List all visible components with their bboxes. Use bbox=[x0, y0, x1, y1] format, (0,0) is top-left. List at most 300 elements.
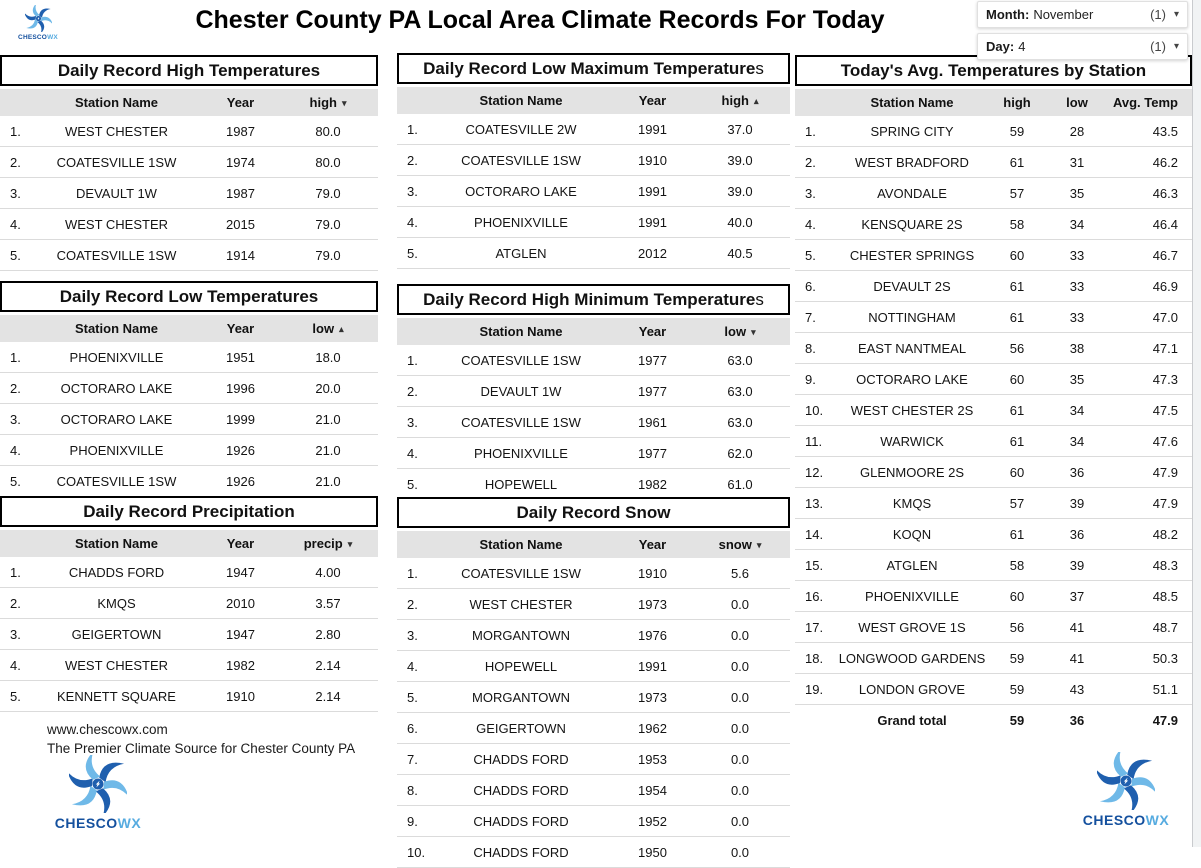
row-index: 9. bbox=[805, 371, 816, 387]
row-index: 4. bbox=[805, 216, 816, 232]
station-name-cell: AVONDALE bbox=[877, 185, 947, 201]
row-index: 4. bbox=[10, 442, 21, 458]
station-name-cell: COATESVILLE 1SW bbox=[461, 352, 581, 368]
year-cell: 1910 bbox=[638, 565, 667, 581]
row-index: 8. bbox=[805, 340, 816, 356]
column-header-low[interactable]: low bbox=[1066, 95, 1088, 110]
row-index: 3. bbox=[407, 414, 418, 430]
low-cell: 35 bbox=[1069, 185, 1085, 201]
table-header bbox=[0, 89, 378, 116]
station-name-cell: CHADDS FORD bbox=[473, 782, 569, 798]
low-cell: 37 bbox=[1069, 588, 1085, 604]
station-name-cell: ATGLEN bbox=[886, 557, 938, 573]
column-header-avg-temp[interactable]: Avg. Temp bbox=[1112, 95, 1178, 110]
avg-temp-cell: 46.3 bbox=[1152, 185, 1178, 201]
high-cell: 60 bbox=[1009, 247, 1025, 263]
value-cell: 0.0 bbox=[730, 658, 750, 674]
avg-temp-cell: 48.7 bbox=[1152, 619, 1178, 635]
row-index: 8. bbox=[407, 782, 418, 798]
table-row bbox=[0, 116, 378, 147]
year-cell: 1961 bbox=[638, 414, 667, 430]
row-index: 15. bbox=[805, 557, 824, 573]
low-cell: 41 bbox=[1069, 619, 1085, 635]
value-cell: 0.0 bbox=[730, 689, 750, 705]
row-index: 1. bbox=[407, 352, 418, 368]
table-row bbox=[397, 744, 790, 775]
station-name-cell: OCTORARO LAKE bbox=[60, 380, 173, 396]
avg-temp-cell: 48.3 bbox=[1152, 557, 1178, 573]
low-cell: 39 bbox=[1069, 557, 1085, 573]
station-name-cell: MORGANTOWN bbox=[472, 627, 570, 643]
high-cell: 60 bbox=[1009, 464, 1025, 480]
station-name-cell: WEST CHESTER bbox=[64, 657, 169, 673]
table-row bbox=[0, 619, 378, 650]
station-name-cell: CHADDS FORD bbox=[473, 751, 569, 767]
station-name-cell: COATESVILLE 1SW bbox=[461, 565, 581, 581]
row-index: 1. bbox=[407, 565, 418, 581]
column-header-year[interactable]: Year bbox=[638, 324, 667, 339]
station-name-cell: KOQN bbox=[892, 526, 932, 542]
page-title: Chester County PA Local Area Climate Records For Today bbox=[195, 6, 885, 34]
page-edge-strip bbox=[1193, 0, 1201, 847]
table-row bbox=[0, 650, 378, 681]
station-name-cell: MORGANTOWN bbox=[472, 689, 570, 705]
row-index: 2. bbox=[805, 154, 816, 170]
value-cell: 40.0 bbox=[727, 214, 753, 230]
year-cell: 1991 bbox=[638, 214, 667, 230]
value-cell: 79.0 bbox=[315, 247, 341, 263]
row-index: 2. bbox=[10, 595, 21, 611]
column-header-year[interactable]: Year bbox=[638, 537, 667, 552]
table-title-text: Daily Record High Minimum Temperature bbox=[423, 289, 756, 309]
station-name-cell: PHOENIXVILLE bbox=[69, 349, 164, 365]
year-cell: 1974 bbox=[226, 154, 255, 170]
year-cell: 1982 bbox=[638, 476, 667, 492]
column-header-year[interactable]: Year bbox=[638, 93, 667, 108]
row-index: 2. bbox=[10, 154, 21, 170]
station-name-cell: PHOENIXVILLE bbox=[474, 445, 568, 461]
station-name-cell: HOPEWELL bbox=[484, 476, 558, 492]
year-cell: 2010 bbox=[226, 595, 255, 611]
table-row bbox=[397, 114, 790, 145]
avg-temp-cell: 47.6 bbox=[1152, 433, 1178, 449]
row-index: 5. bbox=[805, 247, 816, 263]
day-filter-label: Day: bbox=[986, 39, 1015, 54]
year-cell: 1976 bbox=[638, 627, 667, 643]
table-row bbox=[397, 651, 790, 682]
row-index: 4. bbox=[407, 445, 418, 461]
high-cell: 61 bbox=[1009, 402, 1025, 418]
column-header-metric-sort[interactable]: low ▾ bbox=[724, 324, 756, 339]
column-header-station[interactable]: Station Name bbox=[74, 321, 159, 336]
avg-temp-cell: 46.9 bbox=[1152, 278, 1178, 294]
chevron-down-icon: ▾ bbox=[1173, 40, 1179, 52]
grand-total-row bbox=[795, 705, 1192, 736]
avg-temp-cell: 46.7 bbox=[1152, 247, 1178, 263]
low-cell: 41 bbox=[1069, 650, 1085, 666]
table-title bbox=[397, 284, 790, 315]
table-row bbox=[795, 209, 1192, 240]
year-cell: 1947 bbox=[226, 564, 255, 580]
column-header-metric-sort[interactable]: low ▴ bbox=[312, 321, 344, 336]
table-title-text: Daily Record High Temperatures bbox=[57, 60, 321, 80]
low-cell: 34 bbox=[1069, 402, 1085, 418]
station-name-cell: WARWICK bbox=[880, 433, 944, 449]
value-cell: 20.0 bbox=[315, 380, 341, 396]
value-cell: 63.0 bbox=[727, 352, 753, 368]
sort-asc-icon: ▴ bbox=[339, 324, 344, 334]
avg-temp-cell: 47.5 bbox=[1152, 402, 1178, 418]
row-index: 2. bbox=[407, 152, 418, 168]
table-row bbox=[397, 176, 790, 207]
avg-temp-cell: 47.9 bbox=[1152, 464, 1178, 480]
column-header-year[interactable]: Year bbox=[226, 95, 255, 110]
low-cell: 36 bbox=[1069, 464, 1085, 480]
station-name-cell: SPRING CITY bbox=[870, 123, 954, 139]
table-title bbox=[397, 53, 790, 84]
table-row bbox=[397, 407, 790, 438]
station-name-cell: GEIGERTOWN bbox=[476, 720, 566, 736]
year-cell: 1977 bbox=[638, 445, 667, 461]
year-cell: 1977 bbox=[638, 352, 667, 368]
row-index: 4. bbox=[407, 214, 418, 230]
value-cell: 5.6 bbox=[730, 565, 750, 581]
website-url: www.chescowx.com bbox=[47, 722, 168, 737]
station-name-cell: COATESVILLE 1SW bbox=[461, 152, 581, 168]
station-name-cell: CHADDS FORD bbox=[473, 844, 569, 860]
table-header bbox=[795, 89, 1192, 116]
high-cell: 61 bbox=[1009, 526, 1025, 542]
station-name-cell: WEST BRADFORD bbox=[855, 154, 969, 170]
column-header-station[interactable]: Station Name bbox=[479, 537, 563, 552]
table-header bbox=[0, 315, 378, 342]
station-name-cell: PHOENIXVILLE bbox=[865, 588, 959, 604]
station-name-cell: COATESVILLE 1SW bbox=[56, 473, 177, 489]
day-filter-value: 4 bbox=[1018, 39, 1026, 54]
year-cell: 1951 bbox=[226, 349, 255, 365]
high-cell: 60 bbox=[1009, 371, 1025, 387]
value-cell: 0.0 bbox=[730, 596, 750, 612]
month-filter-dropdown[interactable] bbox=[977, 1, 1188, 28]
year-cell: 1991 bbox=[638, 183, 667, 199]
table-title bbox=[0, 281, 378, 312]
value-cell: 0.0 bbox=[730, 720, 750, 736]
avg-temp-cell: 47.9 bbox=[1152, 713, 1178, 728]
table-title-text: Daily Record Low Temperatures bbox=[59, 286, 319, 306]
row-index: 4. bbox=[10, 657, 21, 673]
column-header-station[interactable]: Station Name bbox=[74, 95, 159, 110]
high-cell: 61 bbox=[1009, 433, 1025, 449]
year-cell: 1987 bbox=[226, 123, 255, 139]
row-index: 2. bbox=[407, 596, 418, 612]
column-header-metric-sort[interactable]: high ▴ bbox=[721, 93, 759, 108]
table-row bbox=[0, 373, 378, 404]
avg-temp-cell: 47.0 bbox=[1152, 309, 1178, 325]
high-cell: 58 bbox=[1009, 216, 1025, 232]
value-cell: 0.0 bbox=[730, 627, 750, 643]
table-title-text: Daily Record Snow bbox=[516, 502, 671, 522]
row-index: 9. bbox=[407, 813, 418, 829]
station-name-cell: COATESVILLE 2W bbox=[465, 121, 577, 137]
station-name-cell: COATESVILLE 1SW bbox=[461, 414, 581, 430]
row-index: 13. bbox=[805, 495, 824, 511]
table-title-text: Daily Record Low Maximum Temperature bbox=[423, 58, 756, 78]
value-cell: 18.0 bbox=[315, 349, 341, 365]
table-row bbox=[0, 240, 378, 271]
table-row bbox=[397, 238, 790, 269]
year-cell: 1999 bbox=[226, 411, 255, 427]
table-todays-avg-temps bbox=[795, 55, 1192, 736]
table-row bbox=[0, 404, 378, 435]
table-row bbox=[0, 588, 378, 619]
row-index: 4. bbox=[10, 216, 21, 232]
grand-total-label: Grand total bbox=[877, 713, 947, 728]
station-name-cell: LONDON GROVE bbox=[858, 681, 966, 697]
station-name-cell: GEIGERTOWN bbox=[71, 626, 162, 642]
year-cell: 1952 bbox=[638, 813, 667, 829]
column-header-metric-sort[interactable]: snow ▾ bbox=[718, 537, 762, 552]
value-cell: 40.5 bbox=[727, 245, 753, 261]
high-cell: 61 bbox=[1009, 309, 1025, 325]
table-row bbox=[795, 116, 1192, 147]
high-cell: 56 bbox=[1009, 340, 1025, 356]
year-cell: 1910 bbox=[638, 152, 667, 168]
station-name-cell: HOPEWELL bbox=[484, 658, 558, 674]
low-cell: 36 bbox=[1069, 526, 1085, 542]
table-row bbox=[397, 376, 790, 407]
high-cell: 60 bbox=[1009, 588, 1025, 604]
table-row bbox=[397, 438, 790, 469]
chescowx-logo-bottom-right bbox=[1078, 752, 1174, 828]
column-header-year[interactable]: Year bbox=[226, 321, 255, 336]
high-cell: 59 bbox=[1009, 123, 1025, 139]
low-cell: 38 bbox=[1069, 340, 1085, 356]
table-header bbox=[397, 531, 790, 558]
table-row bbox=[795, 426, 1192, 457]
column-header-high[interactable]: high bbox=[1003, 95, 1031, 110]
table-row bbox=[795, 488, 1192, 519]
table-row bbox=[397, 713, 790, 744]
avg-temp-cell: 47.3 bbox=[1152, 371, 1178, 387]
table-row bbox=[0, 435, 378, 466]
value-cell: 3.57 bbox=[315, 595, 341, 611]
high-cell: 57 bbox=[1009, 495, 1025, 511]
table-daily-record-snow bbox=[397, 497, 790, 868]
row-index: 5. bbox=[10, 688, 21, 704]
row-index: 17. bbox=[805, 619, 824, 635]
table-row bbox=[0, 681, 378, 712]
table-row bbox=[397, 345, 790, 376]
row-index: 19. bbox=[805, 681, 824, 697]
year-cell: 1973 bbox=[638, 689, 667, 705]
value-cell: 39.0 bbox=[727, 183, 753, 199]
chescowx-swirl-icon bbox=[1097, 752, 1155, 810]
row-index: 7. bbox=[407, 751, 418, 767]
row-index: 3. bbox=[10, 626, 21, 642]
chescowx-logo-bottom-left bbox=[38, 755, 158, 831]
year-cell: 1914 bbox=[226, 247, 255, 263]
row-index: 1. bbox=[10, 564, 21, 580]
day-filter-count: (1) bbox=[1150, 39, 1166, 54]
station-name-cell: CHADDS FORD bbox=[473, 813, 569, 829]
column-header-station[interactable]: Station Name bbox=[870, 95, 954, 110]
chescowx-logo-top bbox=[14, 5, 62, 41]
table-row bbox=[795, 519, 1192, 550]
column-header-station[interactable]: Station Name bbox=[479, 93, 563, 108]
table-daily-record-high bbox=[0, 55, 378, 271]
table-title-text: Daily Record Precipitation bbox=[83, 501, 295, 521]
tagline: The Premier Climate Source for Chester County PA bbox=[47, 741, 356, 756]
table-row bbox=[795, 178, 1192, 209]
station-name-cell: KMQS bbox=[97, 595, 136, 611]
station-name-cell: WEST CHESTER 2S bbox=[850, 402, 974, 418]
row-index: 10. bbox=[407, 844, 426, 860]
chescowx-wordmark: CHESCOWX bbox=[1082, 812, 1170, 828]
table-row bbox=[397, 589, 790, 620]
row-index: 5. bbox=[407, 245, 418, 261]
table-row bbox=[0, 557, 378, 588]
row-index: 12. bbox=[805, 464, 824, 480]
value-cell: 0.0 bbox=[730, 813, 750, 829]
row-index: 1. bbox=[407, 121, 418, 137]
year-cell: 1973 bbox=[638, 596, 667, 612]
value-cell: 4.00 bbox=[315, 564, 341, 580]
row-index: 5. bbox=[10, 473, 21, 489]
row-index: 5. bbox=[10, 247, 21, 263]
table-title-text: Today's Avg. Temperatures by Station bbox=[840, 60, 1147, 80]
table-row bbox=[0, 466, 378, 497]
year-cell: 1962 bbox=[638, 720, 667, 736]
table-header bbox=[397, 318, 790, 345]
year-cell: 2015 bbox=[226, 216, 255, 232]
table-row bbox=[795, 395, 1192, 426]
low-cell: 36 bbox=[1069, 713, 1085, 728]
table-row bbox=[795, 147, 1192, 178]
high-cell: 58 bbox=[1009, 557, 1025, 573]
row-index: 3. bbox=[805, 185, 816, 201]
table-row bbox=[0, 342, 378, 373]
station-name-cell: KMQS bbox=[892, 495, 932, 511]
low-cell: 28 bbox=[1069, 123, 1085, 139]
day-filter-dropdown[interactable] bbox=[977, 33, 1188, 60]
table-row bbox=[795, 364, 1192, 395]
low-cell: 43 bbox=[1069, 681, 1085, 697]
year-cell: 1926 bbox=[226, 473, 255, 489]
row-index: 14. bbox=[805, 526, 824, 542]
high-cell: 59 bbox=[1009, 650, 1025, 666]
value-cell: 80.0 bbox=[315, 123, 341, 139]
station-name-cell: WEST GROVE 1S bbox=[858, 619, 966, 635]
table-row bbox=[795, 643, 1192, 674]
value-cell: 21.0 bbox=[315, 411, 341, 427]
value-cell: 61.0 bbox=[727, 476, 753, 492]
row-index: 10. bbox=[805, 402, 824, 418]
station-name-cell: GLENMOORE 2S bbox=[859, 464, 965, 480]
column-header-station[interactable]: Station Name bbox=[74, 536, 159, 551]
table-daily-record-low bbox=[0, 281, 378, 497]
table-row bbox=[397, 207, 790, 238]
value-cell: 2.14 bbox=[315, 688, 341, 704]
avg-temp-cell: 47.9 bbox=[1152, 495, 1178, 511]
sort-asc-icon: ▴ bbox=[753, 96, 759, 106]
row-index: 16. bbox=[805, 588, 824, 604]
avg-temp-cell: 46.2 bbox=[1152, 154, 1178, 170]
sort-desc-icon: ▾ bbox=[341, 98, 347, 108]
table-row bbox=[795, 581, 1192, 612]
avg-temp-cell: 50.3 bbox=[1152, 650, 1178, 666]
chevron-down-icon: ▾ bbox=[1173, 8, 1179, 20]
sort-desc-icon: ▾ bbox=[751, 327, 756, 337]
value-cell: 21.0 bbox=[315, 442, 341, 458]
column-header-station[interactable]: Station Name bbox=[479, 324, 563, 339]
table-row bbox=[795, 612, 1192, 643]
low-cell: 39 bbox=[1069, 495, 1085, 511]
table-title bbox=[0, 55, 378, 86]
table-row bbox=[0, 147, 378, 178]
station-name-cell: OCTORARO LAKE bbox=[465, 183, 577, 199]
high-cell: 57 bbox=[1009, 185, 1025, 201]
station-name-cell: COATESVILLE 1SW bbox=[56, 247, 177, 263]
table-title-tail: s bbox=[755, 289, 764, 309]
row-index: 18. bbox=[805, 650, 824, 666]
row-index: 3. bbox=[10, 185, 21, 201]
year-cell: 1996 bbox=[226, 380, 255, 396]
table-row bbox=[795, 550, 1192, 581]
station-name-cell: KENNETT SQUARE bbox=[57, 688, 176, 704]
table-row bbox=[795, 302, 1192, 333]
chescowx-swirl-icon bbox=[69, 755, 127, 813]
station-name-cell: PHOENIXVILLE bbox=[474, 214, 568, 230]
table-row bbox=[0, 209, 378, 240]
year-cell: 2012 bbox=[638, 245, 667, 261]
station-name-cell: CHESTER SPRINGS bbox=[849, 247, 975, 263]
low-cell: 33 bbox=[1069, 309, 1085, 325]
table-header bbox=[0, 530, 378, 557]
row-index: 4. bbox=[407, 658, 418, 674]
year-cell: 1910 bbox=[226, 688, 255, 704]
table-row bbox=[397, 558, 790, 589]
page-edge-line bbox=[1192, 0, 1193, 847]
avg-temp-cell: 48.5 bbox=[1152, 588, 1178, 604]
table-title bbox=[0, 496, 378, 527]
year-cell: 1991 bbox=[638, 121, 667, 137]
value-cell: 0.0 bbox=[730, 844, 750, 860]
table-daily-record-high-min bbox=[397, 284, 790, 500]
year-cell: 1987 bbox=[226, 185, 255, 201]
table-row bbox=[397, 806, 790, 837]
year-cell: 1982 bbox=[226, 657, 255, 673]
column-header-year[interactable]: Year bbox=[226, 536, 255, 551]
high-cell: 59 bbox=[1009, 713, 1025, 728]
month-filter-label: Month: bbox=[986, 7, 1030, 22]
value-cell: 39.0 bbox=[727, 152, 753, 168]
value-cell: 0.0 bbox=[730, 782, 750, 798]
station-name-cell: KENSQUARE 2S bbox=[861, 216, 963, 232]
row-index: 5. bbox=[407, 689, 418, 705]
station-name-cell: OCTORARO LAKE bbox=[60, 411, 173, 427]
station-name-cell: COATESVILLE 1SW bbox=[56, 154, 177, 170]
sort-desc-icon: ▾ bbox=[756, 540, 762, 550]
column-header-metric-sort[interactable]: high ▾ bbox=[309, 95, 347, 110]
low-cell: 34 bbox=[1069, 216, 1085, 232]
row-index: 6. bbox=[805, 278, 816, 294]
column-header-metric-sort[interactable]: precip ▾ bbox=[303, 536, 353, 551]
table-row bbox=[397, 775, 790, 806]
station-name-cell: ATGLEN bbox=[495, 245, 547, 261]
year-cell: 1991 bbox=[638, 658, 667, 674]
value-cell: 21.0 bbox=[315, 473, 341, 489]
year-cell: 1947 bbox=[226, 626, 255, 642]
